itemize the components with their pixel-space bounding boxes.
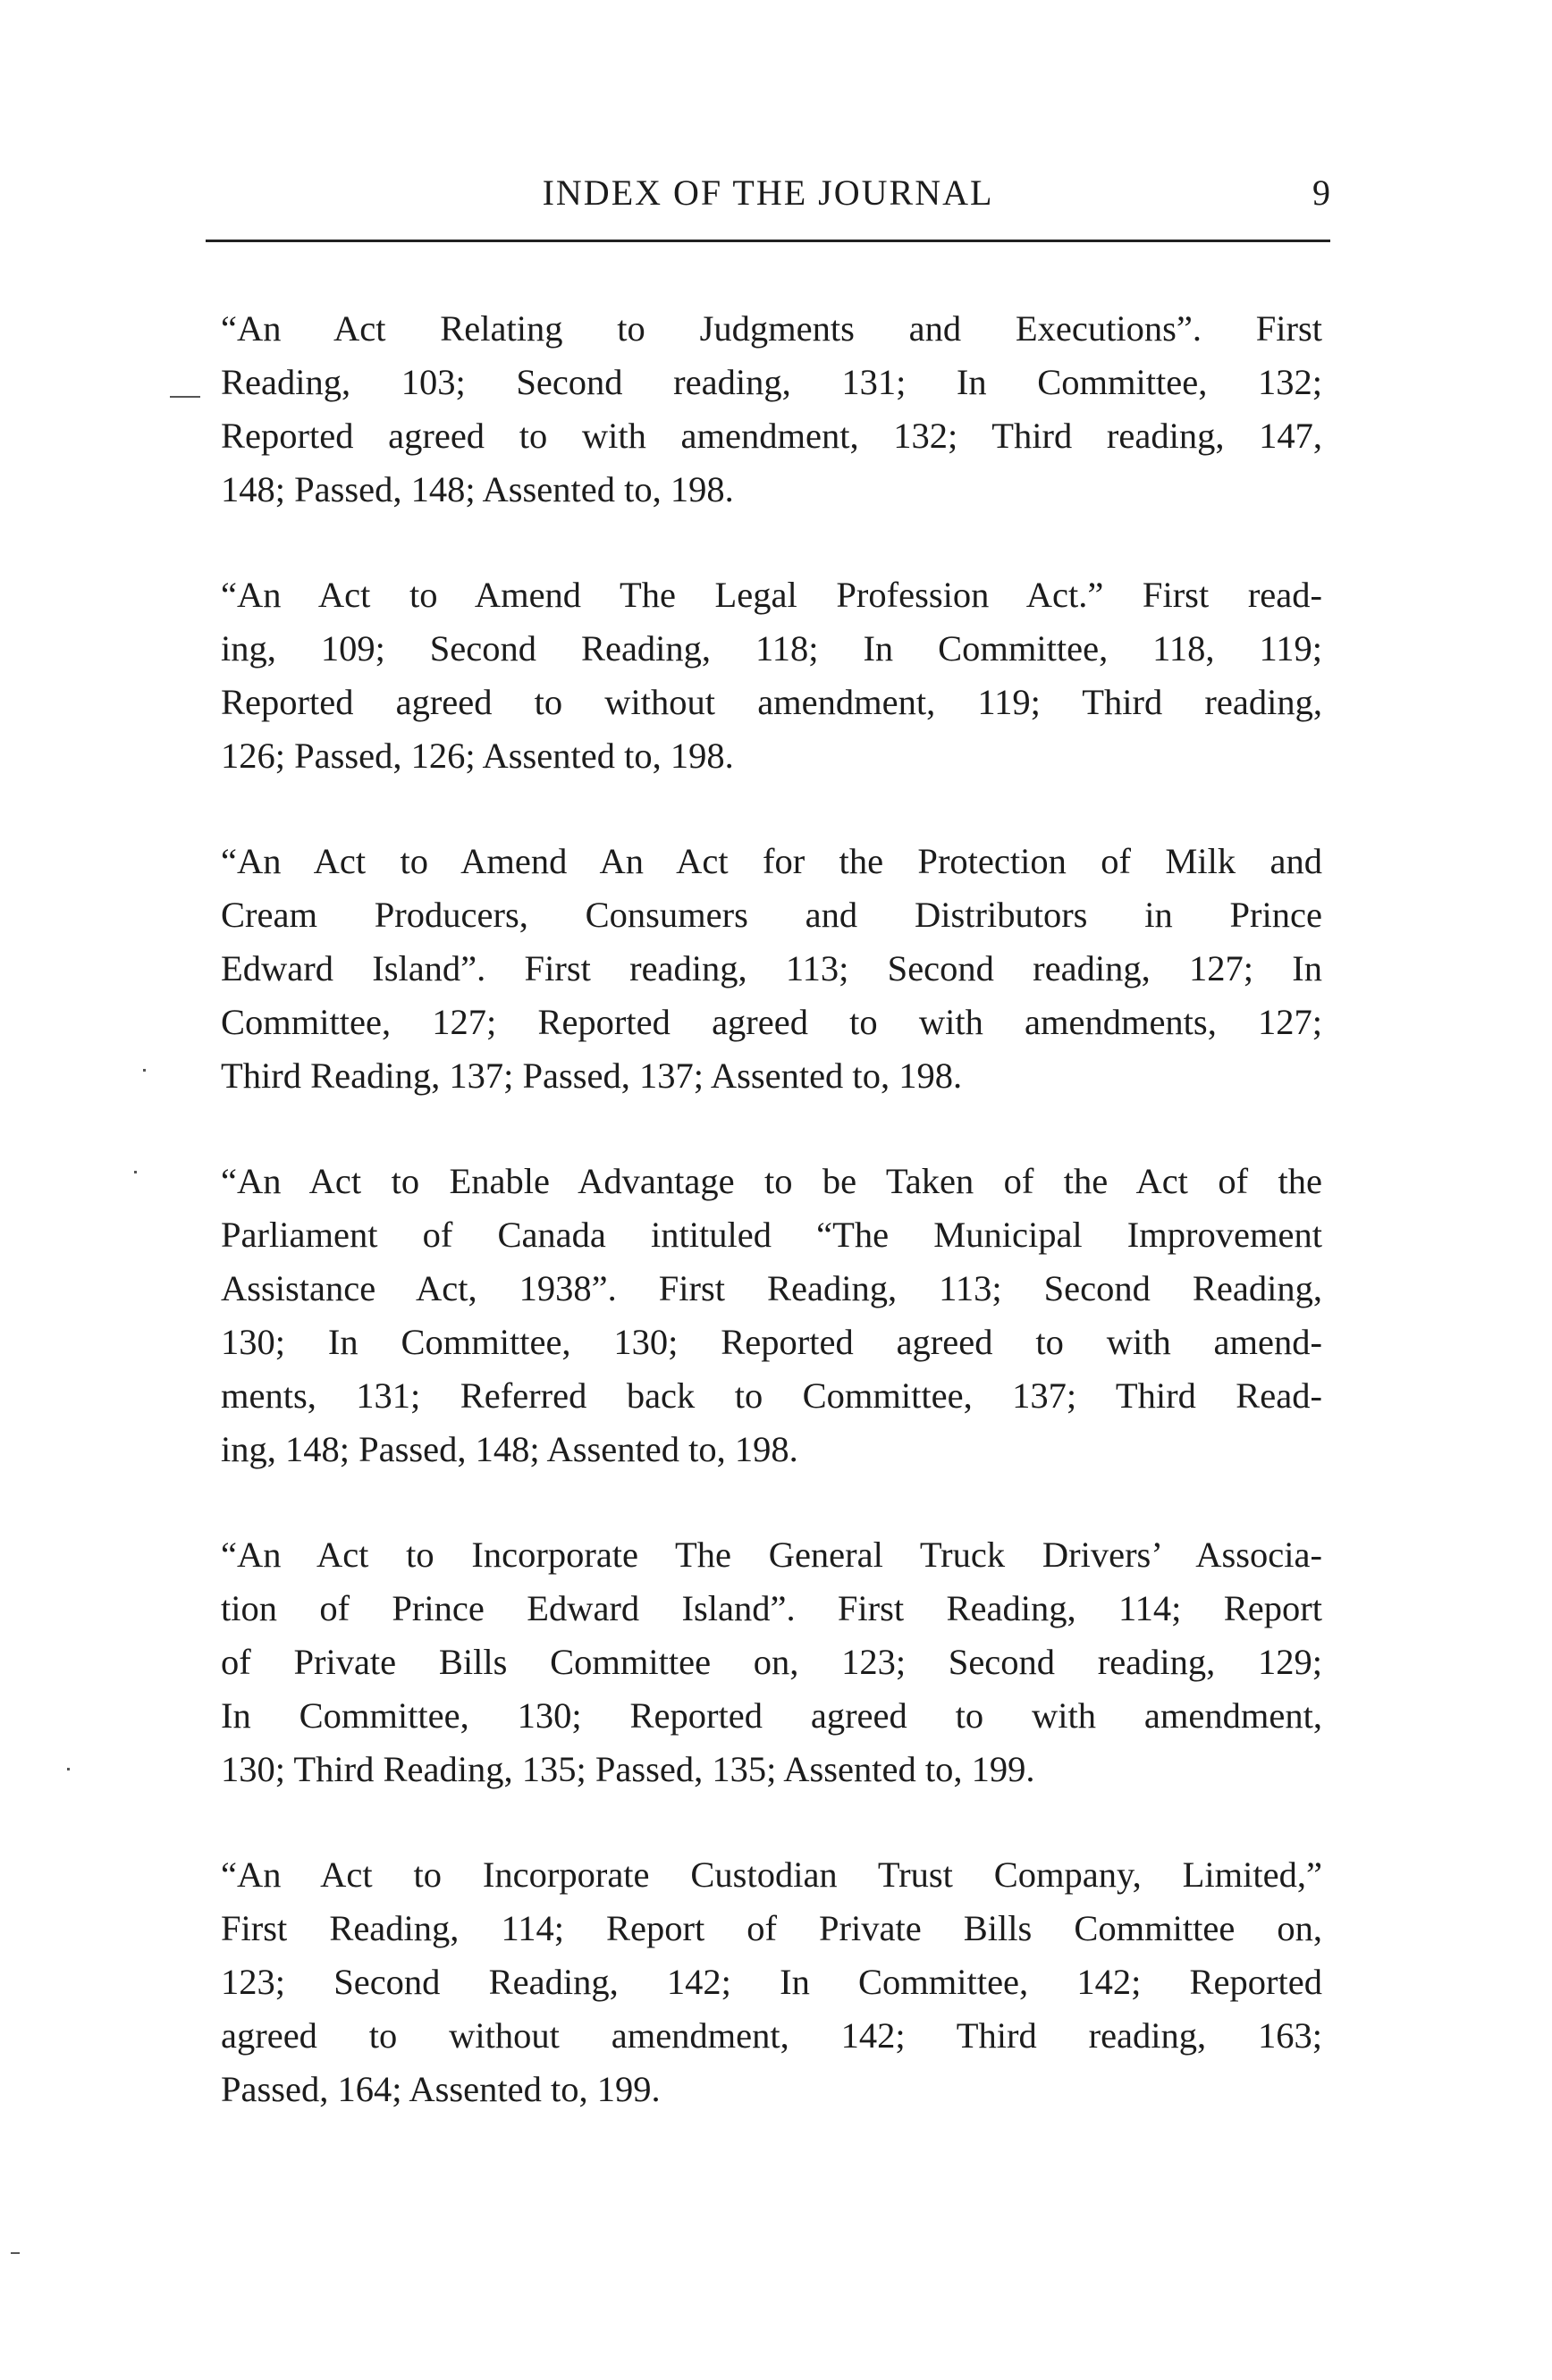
entry-line: Reading, 103; Second reading, 131; In Committee, 132; — [221, 362, 1322, 402]
entry-line: 148; Passed, 148; Assented to, 198. — [221, 469, 734, 509]
entry-line: Assistance Act, 1938”. First Reading, 113; Second Reading, — [221, 1268, 1322, 1308]
scan-mark — [67, 1768, 70, 1770]
entry-line: Reported agreed to with amendment, 132; Third reading, 147, — [221, 416, 1322, 456]
entry-line: “An Act to Amend An Act for the Protection of Milk and — [221, 841, 1322, 881]
scan-mark — [134, 1171, 137, 1173]
index-entry-truck-drivers-association — [221, 1528, 1322, 1796]
scan-mark — [170, 396, 200, 398]
entry-line: “An Act Relating to Judgments and Executions”. First — [221, 308, 1322, 349]
entry-line: agreed to without amendment, 142; Third reading, 163; — [221, 2015, 1322, 2056]
entry-line: Third Reading, 137; Passed, 137; Assented to, 198. — [221, 1055, 963, 1096]
entry-line: ing, 148; Passed, 148; Assented to, 198. — [221, 1429, 798, 1469]
index-entry-municipal-improvement — [221, 1155, 1322, 1476]
entry-line: Committee, 127; Reported agreed to with amendments, 127; — [221, 1002, 1322, 1042]
scan-mark — [143, 1069, 146, 1072]
entry-line: 130; In Committee, 130; Reported agreed to with amend- — [221, 1322, 1322, 1362]
header-rule — [206, 240, 1330, 242]
entry-line: Edward Island”. First reading, 113; Second reading, 127; In — [221, 948, 1322, 988]
index-entries — [221, 302, 1322, 2168]
index-entry-milk-cream-producers — [221, 835, 1322, 1103]
entry-line: Parliament of Canada intituled “The Municipal Improvement — [221, 1215, 1322, 1255]
entry-line: of Private Bills Committee on, 123; Second reading, 129; — [221, 1642, 1322, 1682]
entry-line: “An Act to Enable Advantage to be Taken of the Act of the — [221, 1161, 1322, 1201]
entry-line: 130; Third Reading, 135; Passed, 135; Assented to, 199. — [221, 1749, 1035, 1789]
entry-line: “An Act to Incorporate The General Truck Drivers’ Associa- — [221, 1535, 1322, 1575]
running-title: INDEX OF THE JOURNAL — [542, 172, 994, 213]
entry-line: 126; Passed, 126; Assented to, 198. — [221, 736, 734, 776]
scan-mark — [11, 2252, 20, 2254]
entry-line: In Committee, 130; Reported agreed to with amendment, — [221, 1695, 1322, 1736]
entry-line: 123; Second Reading, 142; In Committee, 142; Reported — [221, 1962, 1322, 2002]
entry-line: “An Act to Amend The Legal Profession Act.” First read- — [221, 575, 1322, 615]
page-number: 9 — [1312, 172, 1330, 213]
entry-line: ments, 131; Referred back to Committee, 137; Third Read- — [221, 1375, 1322, 1416]
entry-line: tion of Prince Edward Island”. First Reading, 114; Report — [221, 1588, 1322, 1628]
index-entry-judgments-executions — [221, 302, 1322, 517]
entry-line: Cream Producers, Consumers and Distributors in Prince — [221, 895, 1322, 935]
entry-line: First Reading, 114; Report of Private Bills Committee on, — [221, 1908, 1322, 1948]
index-entry-legal-profession — [221, 568, 1322, 783]
running-head — [206, 172, 1330, 225]
entry-line: Reported agreed to without amendment, 119; Third reading, — [221, 682, 1322, 722]
entry-line: Passed, 164; Assented to, 199. — [221, 2069, 661, 2109]
index-entry-custodian-trust — [221, 1848, 1322, 2116]
entry-line: ing, 109; Second Reading, 118; In Committee, 118, 119; — [221, 628, 1322, 669]
entry-line: “An Act to Incorporate Custodian Trust Company, Limited,” — [221, 1854, 1322, 1895]
